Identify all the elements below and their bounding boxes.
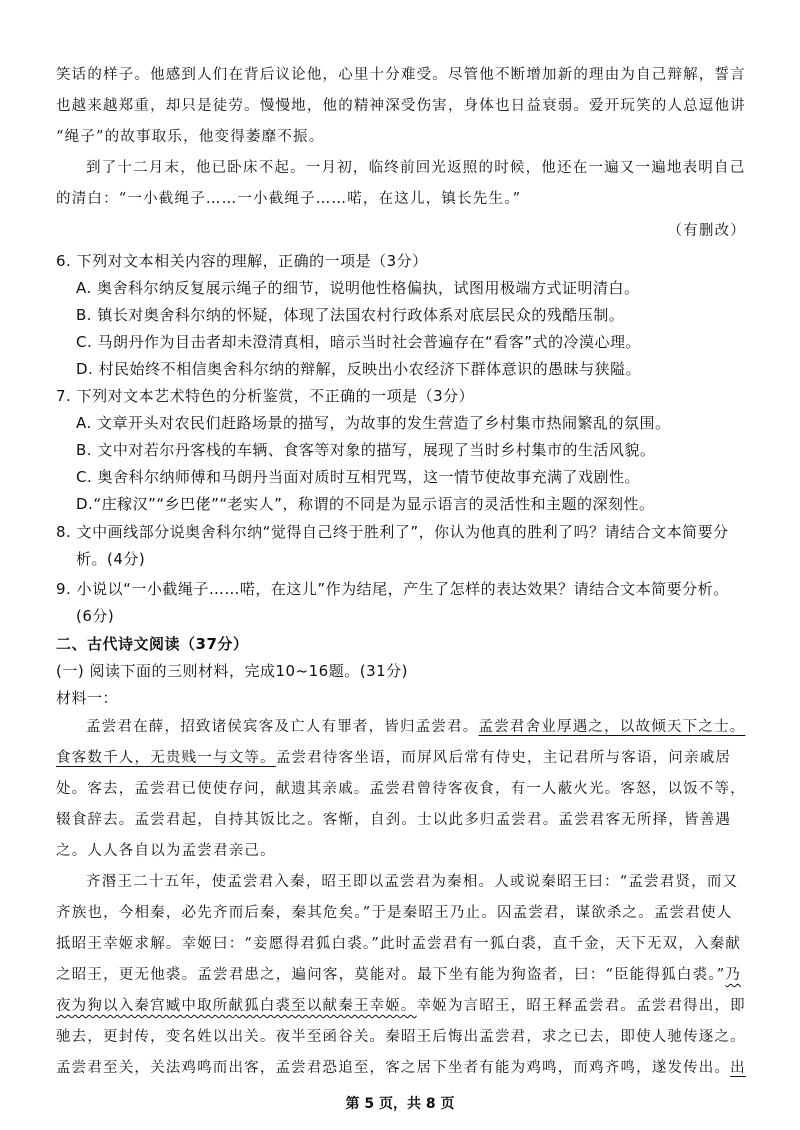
- page-number: 第 5 页，共 8 页: [345, 1096, 455, 1112]
- para2-line-7: [56, 1057, 746, 1079]
- story-line-1: 笑话的样子。他感到人们在背后议论他，心里十分难受。尽管他不断增加新的理由为自己辩解，誓言: [56, 67, 746, 83]
- story-line-3: “绳子”的故事取乐，他变得萎靡不振。: [56, 129, 325, 145]
- q6-option-d: D. 村民始终不相信奥舍科尔纳的辩解，反映出小农经济下群体意识的愚昧与狭隘。: [76, 360, 642, 378]
- material-label: 材料一：: [56, 689, 119, 707]
- q6-stem: 6. 下列对文本相关内容的理解，正确的一项是（3分）: [56, 252, 428, 270]
- para1-line-5: 之。人人各自以为孟尝君亲己。: [56, 843, 276, 859]
- underlined-passage-a: 孟尝君舍业厚遇之，以故倾天下之士。: [478, 719, 746, 735]
- q6-option-a: A. 奥舍科尔纳反复展示绳子的细节，说明他性格偏执，试图用极端方式证明清白。: [76, 279, 640, 297]
- para1-line-2-text: 孟尝君待客坐语，而屏风后常有侍史，主记君所与客语，问亲戚居: [275, 750, 732, 766]
- para1-line-1: [86, 716, 745, 738]
- para2-line-4-text: 之昭王，更无他裘。孟尝君患之，遍问客，莫能对。最下坐有能为狗盗者，曰：“臣能得狐白裘。”: [56, 967, 726, 983]
- para2-line-1: 齐湣王二十五年，使孟尝君入秦，昭王即以孟尝君为秦相。人或说秦昭王曰：“孟尝君贤，而又: [86, 874, 739, 890]
- para2-line-5-text: 幸姬为言昭王，昭王释孟尝君。孟尝君得出，即: [416, 998, 746, 1014]
- para1-line-3: 处。客去，孟尝君已使使存问，献遗其亲戚。孟尝君曾待客夜食，有一人蔽火光。客怒，以饭不等，: [56, 781, 746, 797]
- underlined-passage-c: 出: [730, 1060, 746, 1076]
- section-subheading: (一) 阅读下面的三则材料，完成10~16题。(31分): [56, 662, 409, 680]
- para2-line-6: 驰去，更封传，变名姓以出关。夜半至函谷关。秦昭王后悔出孟尝君，求之已去，即使人驰传逐之。: [56, 1029, 746, 1045]
- story-line-4: 到了十二月末，他已卧床不起。一月初，临终前回光返照的时候，他还在一遍又一遍地表明自己: [86, 160, 746, 176]
- para2-line-5: [56, 995, 746, 1017]
- q6-option-b: B. 镇长对奥舍科尔纳的怀疑，体现了法国农村行政体系对底层民众的残酷压制。: [76, 306, 625, 324]
- underlined-passage-b: 食客数千人，无贵贱一与文等。: [56, 750, 276, 766]
- para1-line-1-text: 孟尝君在薛，招致诸侯宾客及亡人有罪者，皆归孟尝君。: [86, 719, 479, 735]
- source-note: （有删改）: [667, 223, 746, 239]
- para2-line-4: [56, 964, 741, 986]
- para2-line-7-text: 孟尝君至关，关法鸡鸣而出客，孟尝君恐追至，客之居下坐者有能为鸡鸣，而鸡齐鸣，遂发传出。: [56, 1060, 731, 1076]
- q7-option-a: A. 文章开头对农民们赶路场景的描写，为故事的发生营造了乡村集市热闹繁乱的氛围。: [76, 414, 671, 432]
- para1-line-4: 辍食辞去。孟尝君起，自持其饭比之。客惭，自刭。士以此多归孟尝君。孟尝君客无所择，皆善遇: [56, 812, 732, 828]
- para2-line-2: 齐族也，今相秦，必先齐而后秦，秦其危矣。”于是秦昭王乃止。囚孟尝君，谋欲杀之。孟尝君使人: [56, 905, 733, 921]
- para1-line-2: [56, 747, 731, 769]
- para2-line-3: 抵昭王幸姬求解。幸姬曰：“妾愿得君狐白裘。”此时孟尝君有一狐白裘，直千金，天下无双，入秦献: [56, 936, 742, 952]
- q9-line-2: (6分): [76, 607, 115, 625]
- q8-line-2: 析。(4分): [76, 550, 146, 568]
- q7-option-c: C. 奥舍科尔纳师傅和马朗丹当面对质时互相咒骂，这一情节使故事充满了戏剧性。: [76, 468, 641, 486]
- wavy-passage-start: 乃: [725, 967, 742, 983]
- story-line-5: 的清白：“一小截绳子……一小截绳子……喏，在这儿，镇长先生。”: [56, 191, 522, 207]
- q6-option-c: C. 马朗丹作为目击者却未澄清真相，暗示当时社会普遍存在“看客”式的冷漠心理。: [76, 333, 642, 351]
- section-heading: 二、古代诗文阅读（37分）: [56, 635, 249, 653]
- q7-stem: 7. 下列对文本艺术特色的分析鉴赏，不正确的一项是（3分）: [56, 387, 475, 405]
- wavy-passage: 夜为狗以入秦宫臧中取所献狐白裘至以献秦王幸姬。: [56, 998, 417, 1014]
- q7-option-b: B. 文中对若尔丹客栈的车辆、食客等对象的描写，展现了当时乡村集市的生活风貌。: [76, 441, 656, 459]
- q8-line-1: 8. 文中画线部分说奥舍科尔纳“觉得自己终于胜利了”，你认为他真的胜利了吗？请结合文本简要分: [56, 523, 729, 541]
- q7-option-d: D.“庄稼汉”“乡巴佬”“老实人”，称谓的不同是为显示语言的灵活性和主题的深刻性。: [76, 495, 655, 513]
- q9-line-1: 9. 小说以“一小截绳子……喏，在这儿”作为结尾，产生了怎样的表达效果？请结合文本简要分析。: [56, 580, 729, 598]
- story-line-2: 也越来越郑重，却只是徒劳。慢慢地，他的精神深受伤害，身体也日益衰弱。爱开玩笑的人总逗他讲: [56, 98, 746, 114]
